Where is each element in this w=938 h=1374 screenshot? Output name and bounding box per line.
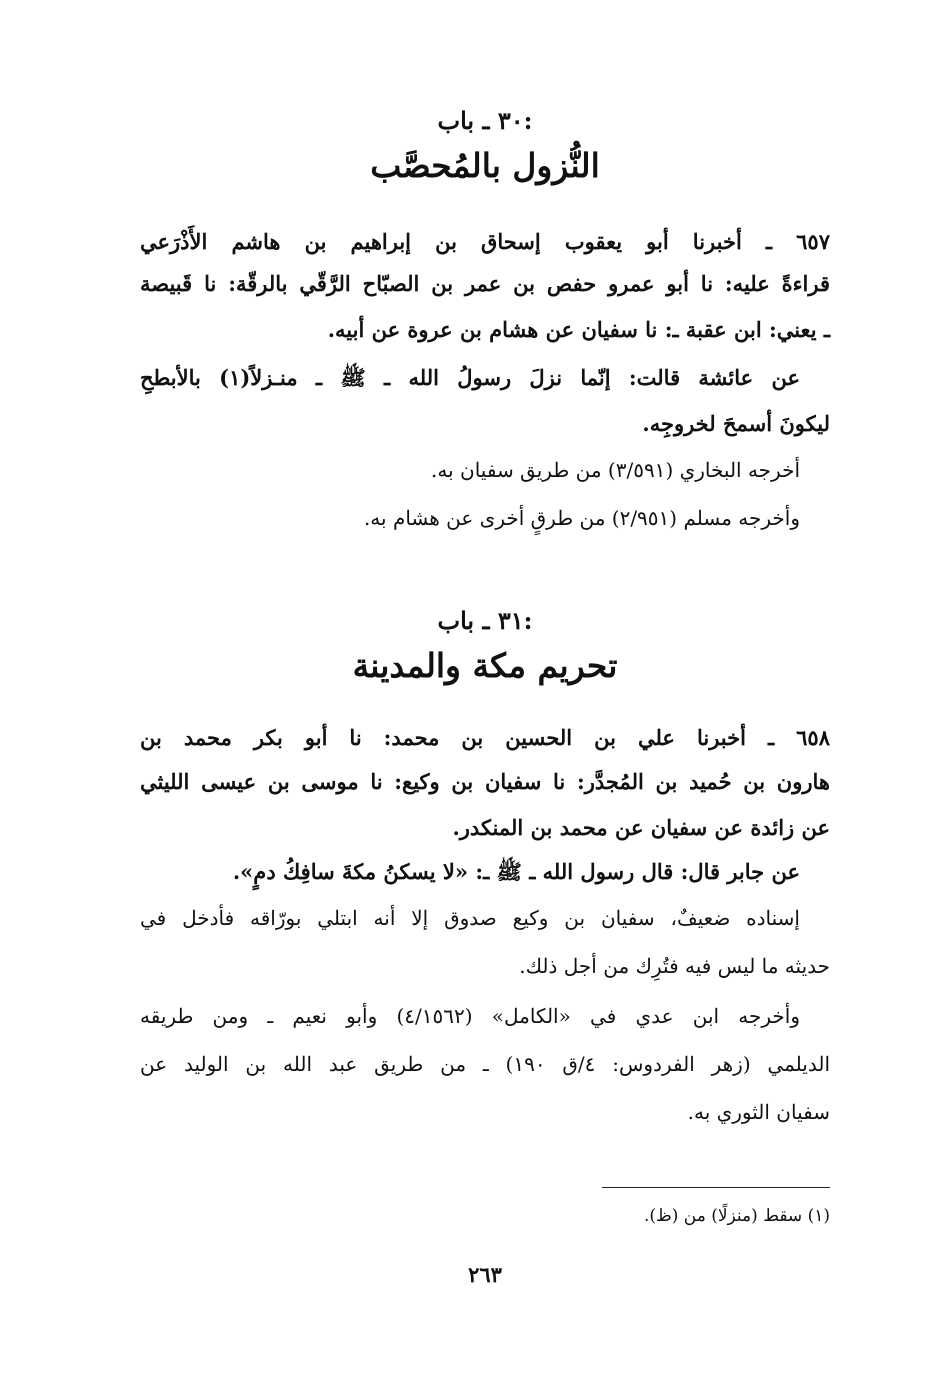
note-658-4: الديلمي (زهر الفردوس: ٤/ق ١٩٠) ـ من طريق عبد الله بن الوليد عن	[140, 1052, 830, 1076]
section-30-heading: ٣٠ ـ باب:	[437, 106, 533, 135]
hadith-657-line-2: قراءةً عليه: نا أبو عمرو حفص بن عمر بن الصبّاح الرَّقّي بالرقّة: نا قَبيصة	[140, 271, 830, 296]
hadith-657-line-1: ٦٥٧ ـ أخبرنا أبو يعقوب إسحاق بن إبراهيم بن هاشم الأَذْرَعي	[140, 229, 830, 254]
note-658-2: حديثه ما ليس فيه فتُرِك من أجل ذلك.	[519, 954, 830, 978]
footnote-divider	[602, 1187, 830, 1188]
hadith-658-line-2: هارون بن حُميد بن المُجدَّر: نا سفيان بن وكيع: نا موسى بن عيسى الليثي	[140, 769, 830, 794]
note-658-1: إسناده ضعيفٌ، سفيان بن وكيع صدوق إلا أنه ابتلي بورّاقه فأدخل في	[140, 906, 800, 930]
section-31-heading: ٣١ ـ باب:	[437, 606, 533, 635]
hadith-658-line-1: ٦٥٨ ـ أخبرنا علي بن الحسين بن محمد: نا أبو بكر محمد بن	[140, 725, 830, 750]
note-658-5: سفيان الثوري به.	[687, 1100, 830, 1124]
hadith-657-line-5: ليكونَ أسمحَ لخروجِه.	[642, 411, 830, 436]
hadith-657-line-3: ـ يعني: ابن عقبة ـ: نا سفيان عن هشام بن عروة عن أبيه.	[327, 317, 830, 342]
hadith-657-line-4: عن عائشة قالت: إنّما نزلَ رسولُ الله ـ ﷺ ـ منـزلاً(١) بالأبطحِ	[140, 365, 800, 390]
note-657-1: أخرجه البخاري (٣/٥٩١) من طريق سفيان به.	[431, 458, 800, 482]
note-658-3: وأخرجه ابن عدي في «الكامل» (٤/١٥٦٢) وأبو نعيم ـ ومن طريقه	[140, 1004, 801, 1028]
section-31-title: تحريم مكة والمدينة	[352, 646, 618, 685]
hadith-658-line-3: عن زائدة عن سفيان عن محمد بن المنكدر.	[452, 815, 830, 840]
footnote: (١) سقط (منزلًا) من (ظ).	[643, 1206, 830, 1226]
note-657-2: وأخرجه مسلم (٢/٩٥١) من طرقٍ أخرى عن هشام به.	[363, 506, 800, 530]
section-30-title: النُّزول بالمُحصَّب	[370, 146, 600, 185]
hadith-658-line-4: عن جابر قال: قال رسول الله ـ ﷺ ـ: «لا يسكنُ مكةَ سافِكُ دمٍ».	[232, 859, 800, 884]
page-number: ٢٦٣	[468, 1262, 502, 1287]
